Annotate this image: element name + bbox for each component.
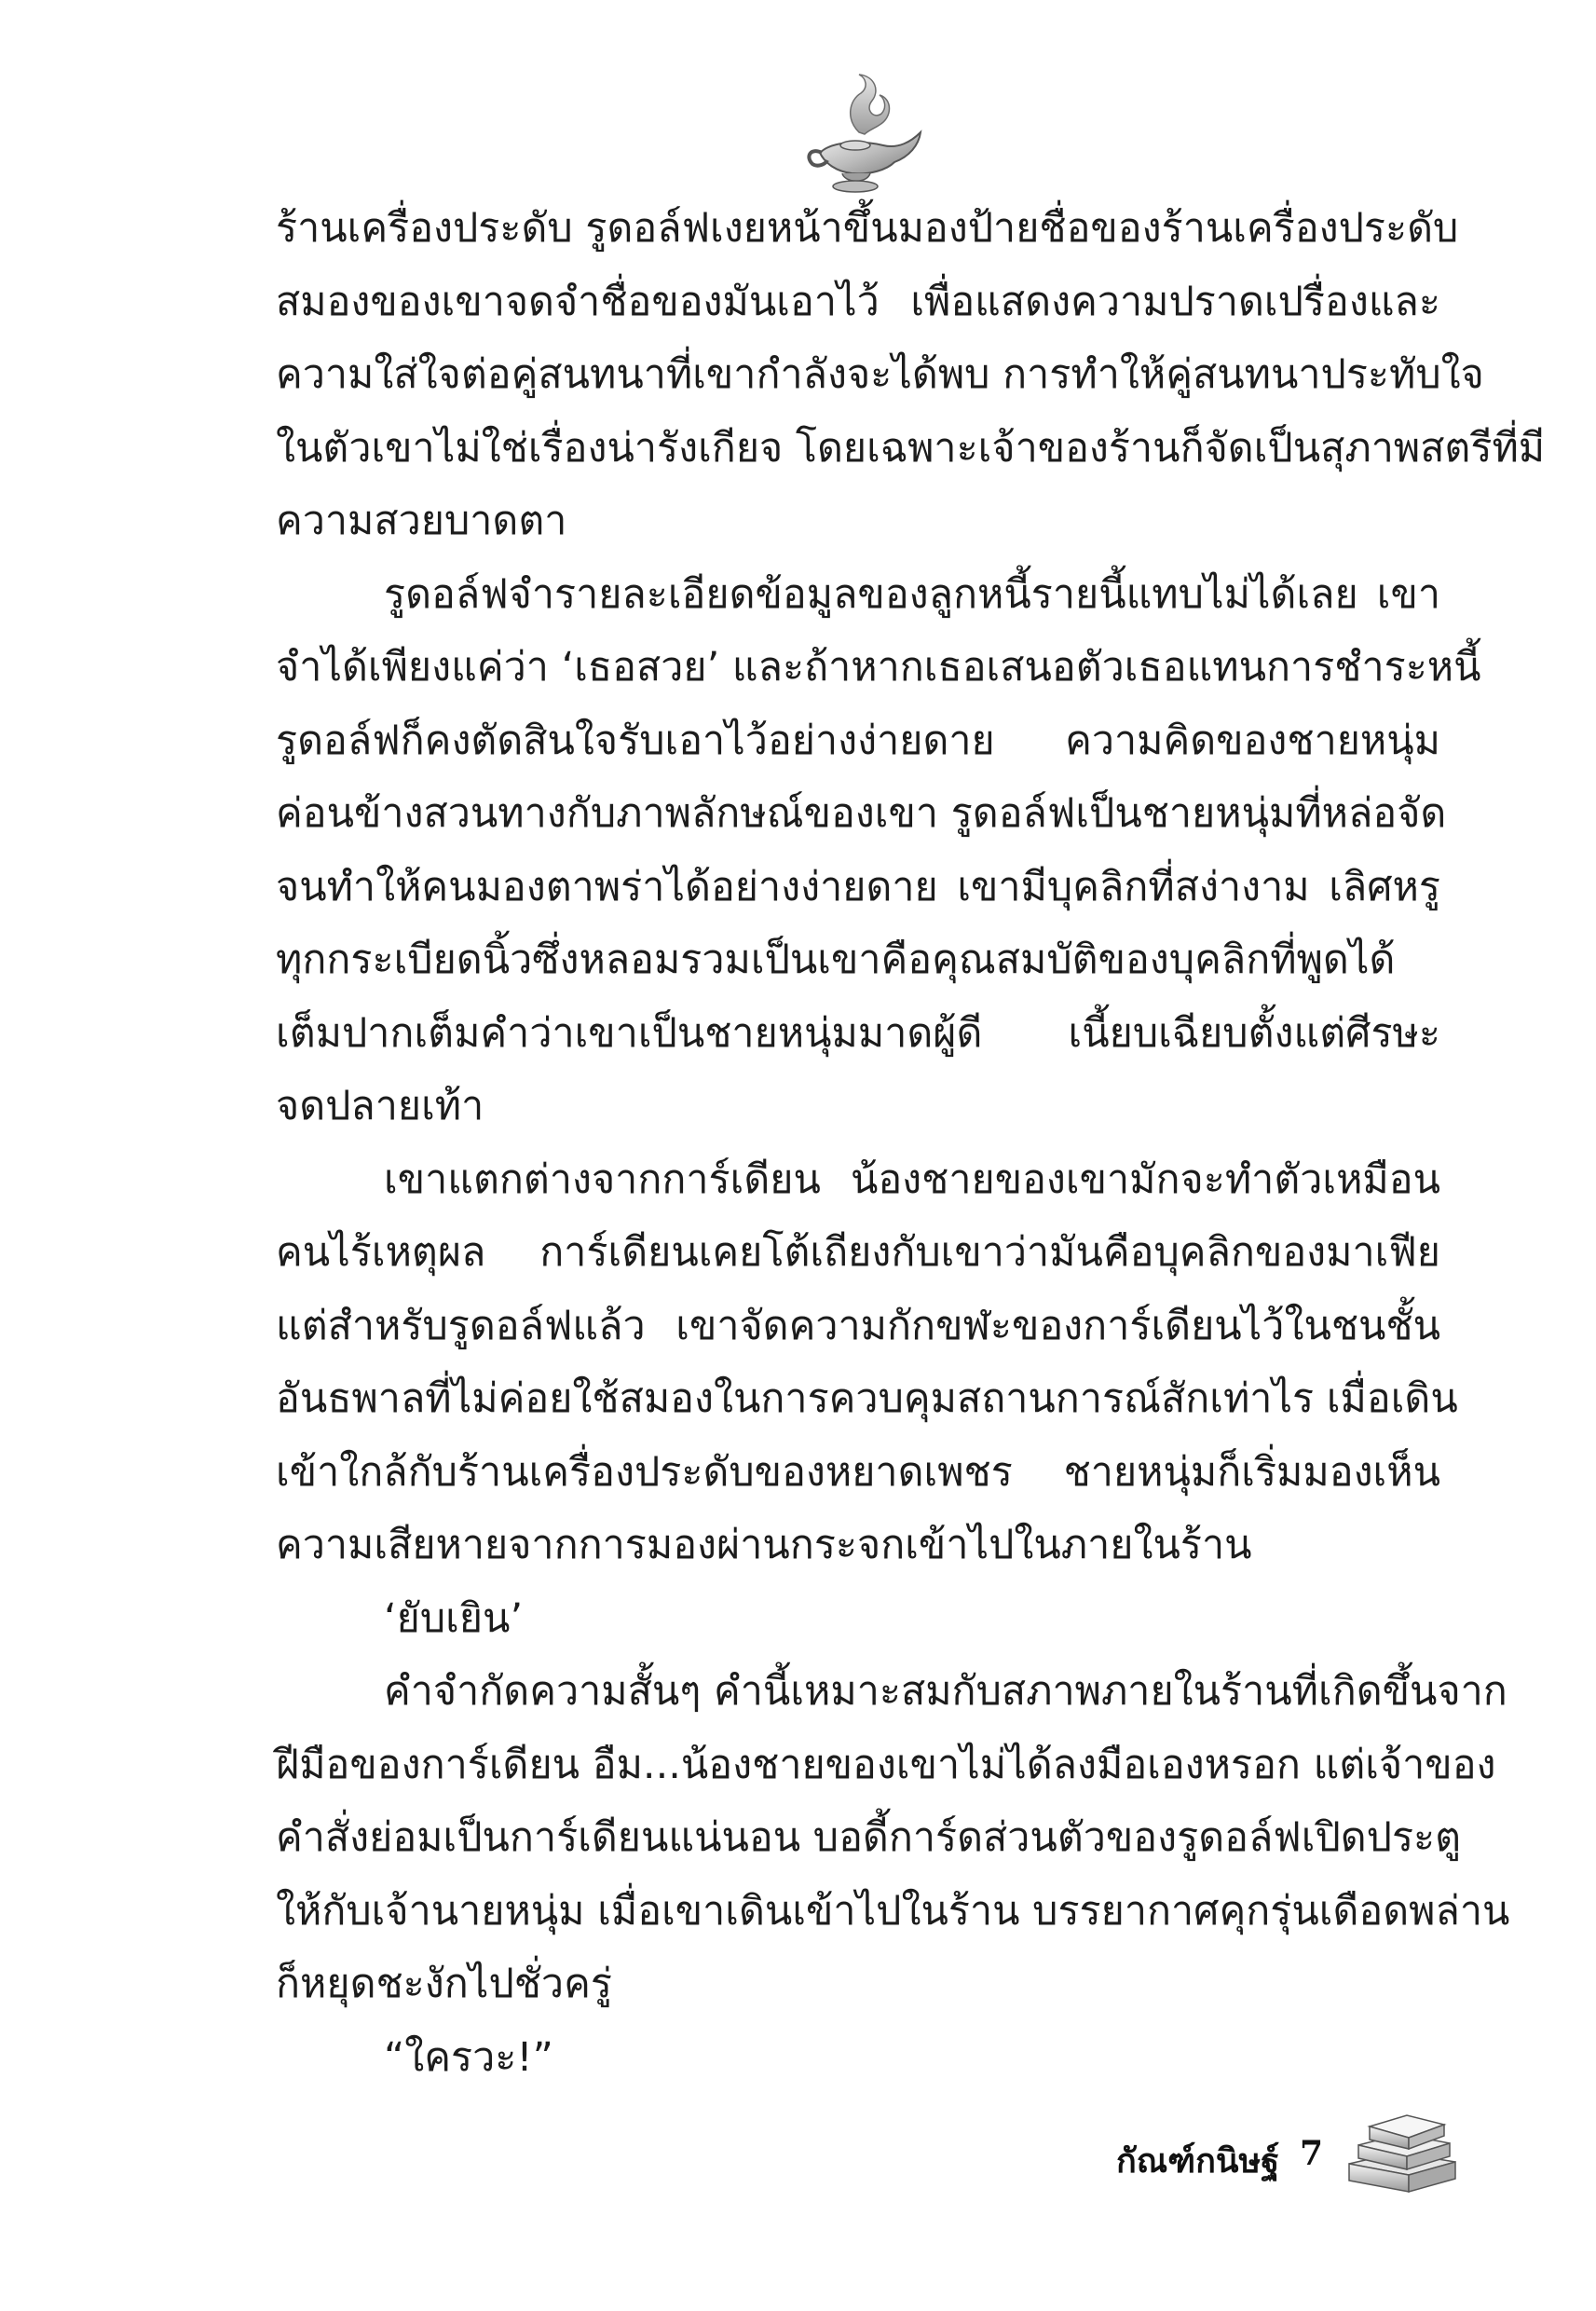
text-line: ให้กับเจ้านายหนุ่ม เมื่อเขาเดินเข้าไปในร้าน บรรยากาศคุกรุ่นเดือดพล่าน [276, 1887, 1510, 1935]
text-line: เต็มปากเต็มคำว่าเขาเป็นชายหนุ่มมาดผู้ดี เนี้ยบเฉียบตั้งแต่ศีรษะ [276, 1009, 1440, 1057]
text-line: อันธพาลที่ไม่ค่อยใช้สมองในการควบคุมสถานการณ์สักเท่าไร เมื่อเดิน [276, 1375, 1458, 1422]
text-line: จนทำให้คนมองตาพร่าได้อย่างง่ายดาย เขามีบุคลิกที่สง่างาม เลิศหรู [276, 863, 1440, 910]
text-line: ‘ยับเยิน’ [384, 1594, 524, 1642]
text-line: คนไร้เหตุผล การ์เดียนเคยโต้เถียงกับเขาว่ามันคือบุคลิกของมาเฟีย [276, 1229, 1440, 1276]
text-line: รูดอล์ฟก็คงตัดสินใจรับเอาไว้อย่างง่ายดาย ความคิดของชายหนุ่ม [276, 717, 1440, 764]
text-line: ก็หยุดชะงักไปชั่วครู่ [276, 1961, 612, 2007]
text-line: จดปลายเท้า [276, 1083, 484, 1129]
text-line: ความเสียหายจากการมองผ่านกระจกเข้าไปในภายในร้าน [276, 1522, 1252, 1568]
text-line: ทุกกระเบียดนิ้วซึ่งหลอมรวมเป็นเขาคือคุณสมบัติของบุคลิกที่พูดได้ [276, 937, 1396, 983]
book-stack-icon [1342, 2108, 1463, 2196]
text-line: ความใส่ใจต่อคู่สนทนาที่เขากำลังจะได้พบ การทำให้คู่สนทนาประทับใจ [276, 351, 1484, 398]
text-line: ความสวยบาดตา [276, 498, 567, 544]
text-line: สมองของเขาจดจำชื่อของมันเอาไว้ เพื่อแสดงความปราดเปรื่องและ [276, 278, 1440, 325]
text-line: เขาแตกต่างจากการ์เดียน น้องชายของเขามักจะทำตัวเหมือน [384, 1156, 1440, 1203]
book-title-footer: กัณฑ์กนิษฐ์ [1116, 2141, 1280, 2181]
text-line: “ใครวะ!” [384, 2033, 553, 2081]
text-line: ฝีมือของการ์เดียน อืม...น้องชายของเขาไม่ได้ลงมือเองหรอก แต่เจ้าของ [276, 1741, 1496, 1788]
body-text [276, 192, 1546, 2094]
text-line: จำได้เพียงแค่ว่า ‘เธอสวย’ และถ้าหากเธอเสนอตัวเธอแทนการชำระหนี้ [276, 644, 1481, 691]
text-line: คำจำกัดความสั้นๆ คำนี้เหมาะสมกับสภาพภายในร้านที่เกิดขึ้นจาก [384, 1668, 1507, 1715]
genie-lamp-icon [794, 67, 934, 207]
page-number: 7 [1300, 2134, 1324, 2173]
text-line: ในตัวเขาไม่ใช่เรื่องน่ารังเกียจ โดยเฉพาะเจ้าของร้านก็จัดเป็นสุภาพสตรีที่มี [276, 424, 1546, 472]
text-line: คำสั่งย่อมเป็นการ์เดียนแน่นอน บอดี้การ์ดส่วนตัวของรูดอล์ฟเปิดประตู [276, 1814, 1462, 1861]
text-line: ร้านเครื่องประดับ รูดอล์ฟเงยหน้าขึ้นมองป้ายชื่อของร้านเครื่องประดับ [276, 205, 1459, 252]
text-line: เข้าใกล้กับร้านเครื่องประดับของหยาดเพชร ชายหนุ่มก็เริ่มมองเห็น [276, 1448, 1440, 1496]
text-line: ค่อนข้างสวนทางกับภาพลักษณ์ของเขา รูดอล์ฟเป็นชายหนุ่มที่หล่อจัด [276, 790, 1447, 837]
text-line: รูดอล์ฟจำรายละเอียดข้อมูลของลูกหนี้รายนี้แทบไม่ได้เลย เขา [384, 570, 1440, 618]
text-line: แต่สำหรับรูดอล์ฟแล้ว เขาจัดความกักขฬะของการ์เดียนไว้ในชนชั้น [276, 1302, 1440, 1349]
